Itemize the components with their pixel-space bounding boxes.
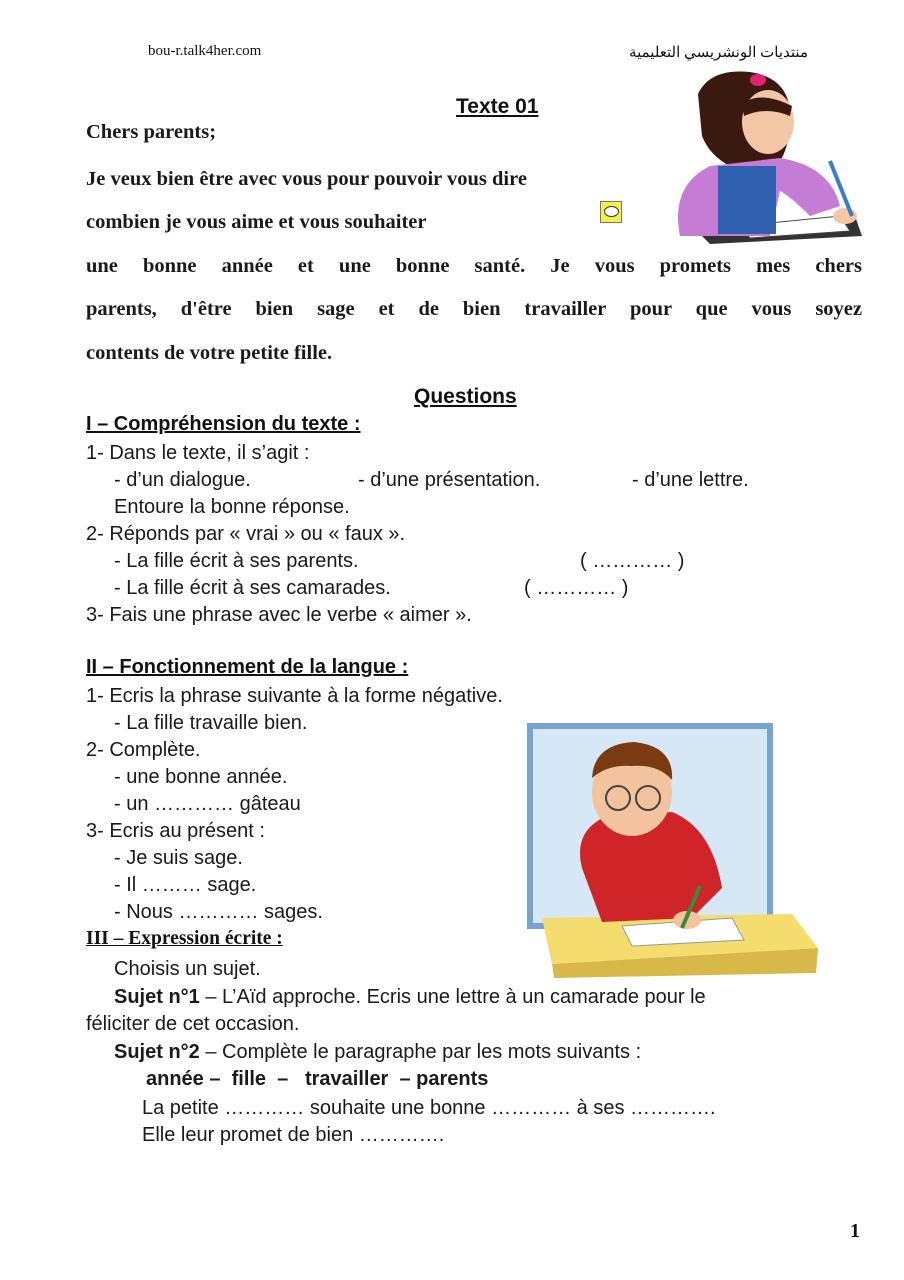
letter-greeting: Chers parents; xyxy=(86,121,217,143)
statement: - La fille écrit à ses parents. xyxy=(114,550,359,572)
page-number: 1 xyxy=(850,1220,860,1242)
instruction: Entoure la bonne réponse. xyxy=(114,496,350,518)
sentence: - La fille travaille bien. xyxy=(114,712,308,734)
statement: - La fille écrit à ses camarades. xyxy=(114,577,391,599)
sentence: - Il ……… sage. xyxy=(114,874,257,896)
letter-line: parents, d'être bien sage et de bien travailler pour que vous soyez xyxy=(86,298,862,320)
comment-icon[interactable] xyxy=(600,201,622,223)
subject-2-text: – Complète le paragraphe par les mots suivants : xyxy=(199,1041,642,1063)
letter-line: combien je vous aime et vous souhaiter xyxy=(86,211,427,233)
subject-1 xyxy=(114,984,706,1011)
section-title: II – Fonctionnement de la langue : xyxy=(86,656,409,678)
subject-1-text-cont: féliciter de cet occasion. xyxy=(86,1013,300,1035)
letter-line: une bonne année et une bonne santé. Je vous promets mes chers xyxy=(86,255,862,277)
question: 1- Dans le texte, il s’agit : xyxy=(86,442,310,464)
answer-option: - d’une lettre. xyxy=(632,469,749,491)
word-list: année – fille – travailler – parents xyxy=(146,1068,489,1090)
text-title: Texte 01 xyxy=(456,95,539,118)
question: 2- Complète. xyxy=(86,739,201,761)
question: 3- Ecris au présent : xyxy=(86,820,265,842)
site-name-arabic: منتديات الونشريسي التعليمية xyxy=(629,45,808,61)
question: 2- Réponds par « vrai » ou « faux ». xyxy=(86,523,406,545)
sentence: - une bonne année. xyxy=(114,766,288,788)
sentence: - Nous ………… sages. xyxy=(114,901,323,923)
girl-writing-illustration xyxy=(640,66,865,246)
subject-1-text: – L’Aïd approche. Ecris une lettre à un camarade pour le xyxy=(199,986,706,1008)
subject-2 xyxy=(114,1039,641,1066)
question: 1- Ecris la phrase suivante à la forme négative. xyxy=(86,685,503,707)
subject-1-label: Sujet n°1 xyxy=(114,986,200,1008)
sentence: - Je suis sage. xyxy=(114,847,243,869)
answer-blank: ( ………… ) xyxy=(580,550,685,572)
letter-line: Je veux bien être avec vous pour pouvoir vous dire xyxy=(86,168,527,190)
boy-studying-illustration xyxy=(522,718,822,980)
sentence: - un ………… gâteau xyxy=(114,793,301,815)
answer-option: - d’un dialogue. xyxy=(114,469,251,491)
paragraph-line: La petite ………… souhaite une bonne ………… à ses …………. xyxy=(142,1097,716,1119)
letter-line: contents de votre petite fille. xyxy=(86,342,333,364)
paragraph-line: Elle leur promet de bien …………. xyxy=(142,1124,445,1146)
answer-option: - d’une présentation. xyxy=(358,469,541,491)
section-title: I – Compréhension du texte : xyxy=(86,413,361,435)
site-url: bou-r.talk4her.com xyxy=(148,43,262,59)
subject-2-label: Sujet n°2 xyxy=(114,1041,200,1063)
instruction: Choisis un sujet. xyxy=(114,958,261,980)
questions-title: Questions xyxy=(414,385,517,408)
section-title: III – Expression écrite : xyxy=(86,928,283,949)
answer-blank: ( ………… ) xyxy=(524,577,629,599)
question: 3- Fais une phrase avec le verbe « aimer ». xyxy=(86,604,472,626)
